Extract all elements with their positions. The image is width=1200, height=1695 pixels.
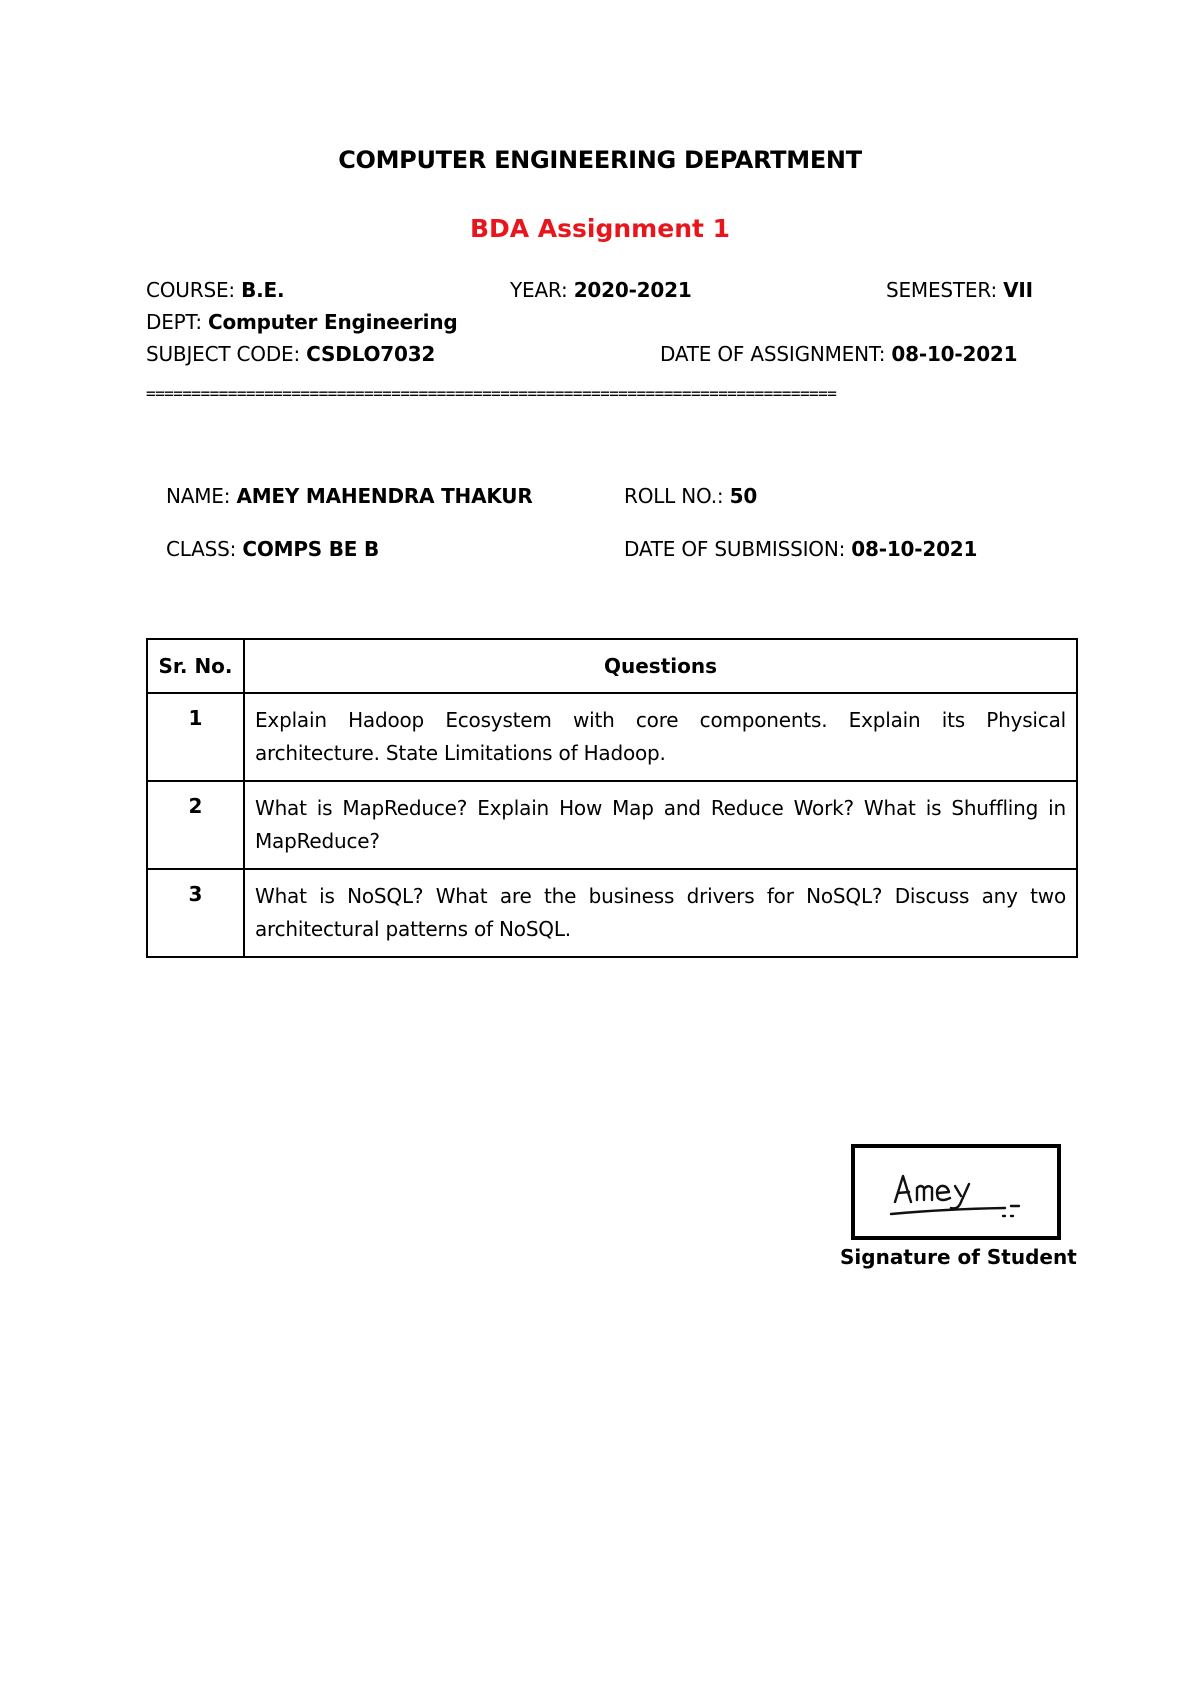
dept-value: Computer Engineering (208, 310, 458, 334)
semester-value: VII (1003, 278, 1033, 302)
name-field (166, 484, 533, 508)
course-field (146, 278, 284, 302)
assignment-title: BDA Assignment 1 (469, 214, 731, 243)
name-label: NAME: (166, 484, 237, 508)
sr-no-cell: 2 (147, 781, 244, 869)
date-of-assignment-label: DATE OF ASSIGNMENT: (660, 342, 892, 366)
sr-no-cell: 1 (147, 693, 244, 781)
year-label: YEAR: (510, 278, 574, 302)
header-questions: Questions (244, 639, 1077, 693)
subject-code-label: SUBJECT CODE: (146, 342, 307, 366)
header-sr-no: Sr. No. (147, 639, 244, 693)
semester-field (886, 278, 1033, 302)
department-title: COMPUTER ENGINEERING DEPARTMENT (338, 146, 862, 174)
submission-field (624, 537, 977, 561)
question-cell: What is NoSQL? What are the business drivers for NoSQL? Discuss any two architectural patterns of NoSQL. (244, 869, 1077, 957)
class-value: COMPS BE B (242, 537, 380, 561)
sr-no-cell: 3 (147, 869, 244, 957)
subject-code-field (146, 342, 435, 366)
roll-field (624, 484, 757, 508)
class-field (166, 537, 379, 561)
name-value: AMEY MAHENDRA THAKUR (236, 484, 533, 508)
question-cell: Explain Hadoop Ecosystem with core components. Explain its Physical architecture. State Limitations of Hadoop. (244, 693, 1077, 781)
course-value: B.E. (241, 278, 285, 302)
handwritten-signature (855, 1148, 1057, 1236)
date-of-assignment-value: 08-10-2021 (891, 342, 1018, 366)
dept-label: DEPT: (146, 310, 209, 334)
subject-code-value: CSDLO7032 (306, 342, 436, 366)
class-label: CLASS: (166, 537, 243, 561)
course-label: COURSE: (146, 278, 242, 302)
table-row (147, 869, 1077, 957)
roll-value: 50 (729, 484, 758, 508)
submission-label: DATE OF SUBMISSION: (624, 537, 852, 561)
table-header-row (147, 639, 1077, 693)
date-of-assignment-field (660, 342, 1017, 366)
year-field (510, 278, 692, 302)
separator-line: ============================================================================ (146, 384, 837, 403)
questions-table (146, 638, 1078, 958)
signature-label: Signature of Student (840, 1245, 1077, 1269)
question-cell: What is MapReduce? Explain How Map and Reduce Work? What is Shuffling in MapReduce? (244, 781, 1077, 869)
year-value: 2020-2021 (573, 278, 692, 302)
table-row (147, 781, 1077, 869)
submission-value: 08-10-2021 (851, 537, 978, 561)
roll-label: ROLL NO.: (624, 484, 730, 508)
signature-box (851, 1144, 1061, 1240)
dept-field (146, 310, 458, 334)
table-row (147, 693, 1077, 781)
semester-label: SEMESTER: (886, 278, 1004, 302)
